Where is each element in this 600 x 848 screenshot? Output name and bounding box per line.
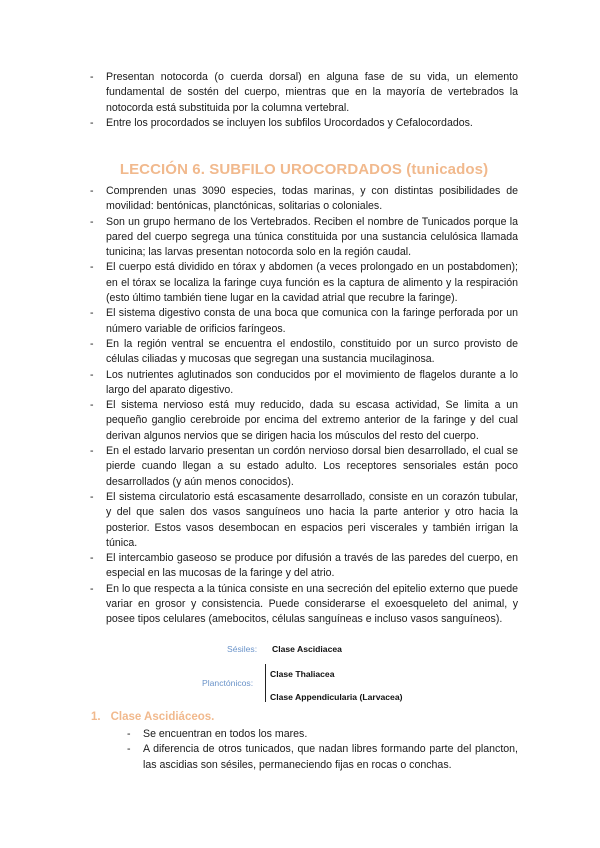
list-item: - A diferencia de otros tunicados, que nadan libres formando parte del plancton, las ascidias son sésiles, permaneciendo fijas en rocas o conchas. — [127, 743, 518, 771]
list-item: - Presentan notocorda (o cuerda dorsal) en alguna fase de su vida, un elemento fundamental de sostén del cuerpo, mientras que en la mayoría de vertebrados la notocorda está substituida por la columna vertebral. — [90, 71, 518, 114]
section-number: 1. — [91, 711, 101, 723]
list-item: - En la región ventral se encuentra el endostilo, constituido por un surco provisto de células ciliadas y mucosas que segregan una sustancia mucilaginosa. — [90, 337, 518, 366]
list-item: - Los nutrientes aglutinados son conducidos por el movimiento de flagelos durante a lo largo del aparato digestivo. — [90, 368, 518, 396]
list-item: - En lo que respecta a la túnica consiste en una secreción del epitelio externo que puede variar en grosor y consistencia. Puede considerarse el exoesqueleto del animal, y posee tipos celulares (amebocitos, células sanguíneas e incluso vasos sanguíneos). — [90, 582, 518, 626]
classification-diagram — [196, 638, 496, 708]
sesiles-label: Sésiles: — [227, 644, 258, 654]
list-item: - El sistema circulatorio está escasamente desarrollado, consiste en un corazón tubular, y del que salen dos vasos sanguíneos uno hacia la parte anterior y otro hacia la posterior. Estos vasos desembocan en espacios peri viscerales y también irrigan la túnica. — [90, 490, 518, 549]
section-title — [91, 710, 214, 725]
section-title-text: Clase Ascidiáceos. — [110, 711, 215, 723]
list-item: - En el estado larvario presentan un cordón nervioso dorsal bien desarrollado, el cual se pierde cuando llegan a su estado adulto. Los receptores sensoriales están poco desarrollados (y aún menos conocidos). — [90, 445, 518, 488]
list-item: - Son un grupo hermano de los Vertebrados. Reciben el nombre de Tunicados porque la pared del cuerpo segrega una túnica constituida por una sustancia celulósica llamada tunicina; las larvas presentan notocorda solo en la región caudal. — [90, 215, 518, 259]
main-bullet-list — [90, 184, 518, 628]
planctonicos-label: Planctónicos: — [202, 678, 254, 688]
brace-line — [265, 664, 266, 702]
section-bullet-list — [127, 727, 518, 773]
list-item: - El sistema digestivo consta de una boca que comunica con la faringe perforada por un número variable de orificios faríngeos. — [90, 307, 518, 335]
intro-bullet-list — [90, 70, 518, 131]
planctonicos-class-appendicularia: Clase Appendicularia (Larvacea) — [270, 692, 403, 702]
list-item: - El sistema nervioso está muy reducido, dada su escasa actividad, Se limita a un pequeño ganglio cerebroide por encima del extremo anterior de la faringe y del cual derivan algunos nervios que se dirigen hacia los músculos del resto del cuerpo. — [90, 399, 518, 442]
list-item: - El cuerpo está dividido en tórax y abdomen (a veces prolongado en un postabdomen); en el tórax se localiza la faringe cuya función es la captura de alimento y la respiración (esto último también tiene lugar en la cavidad atrial que recubre la faringe). — [90, 261, 518, 305]
list-item: - El intercambio gaseoso se produce por difusión a través de las paredes del cuerpo, en especial en las mucosas de la faringe y del atrio. — [90, 552, 518, 580]
planctonicos-class-thaliacea: Clase Thaliacea — [270, 669, 335, 679]
list-item: - Se encuentran en todos los mares. — [127, 728, 308, 740]
sesiles-class: Clase Ascidiacea — [272, 644, 342, 654]
lesson-title: LECCIÓN 6. SUBFILO UROCORDADOS (tunicados) — [119, 161, 489, 178]
list-item: - Entre los procordados se incluyen los subfilos Urocordados y Cefalocordados. — [90, 116, 473, 129]
list-item: - Comprenden unas 3090 especies, todas marinas, y con distintas posibilidades de movilidad: bentónicas, planctónicas, solitarias o coloniales. — [90, 185, 518, 213]
